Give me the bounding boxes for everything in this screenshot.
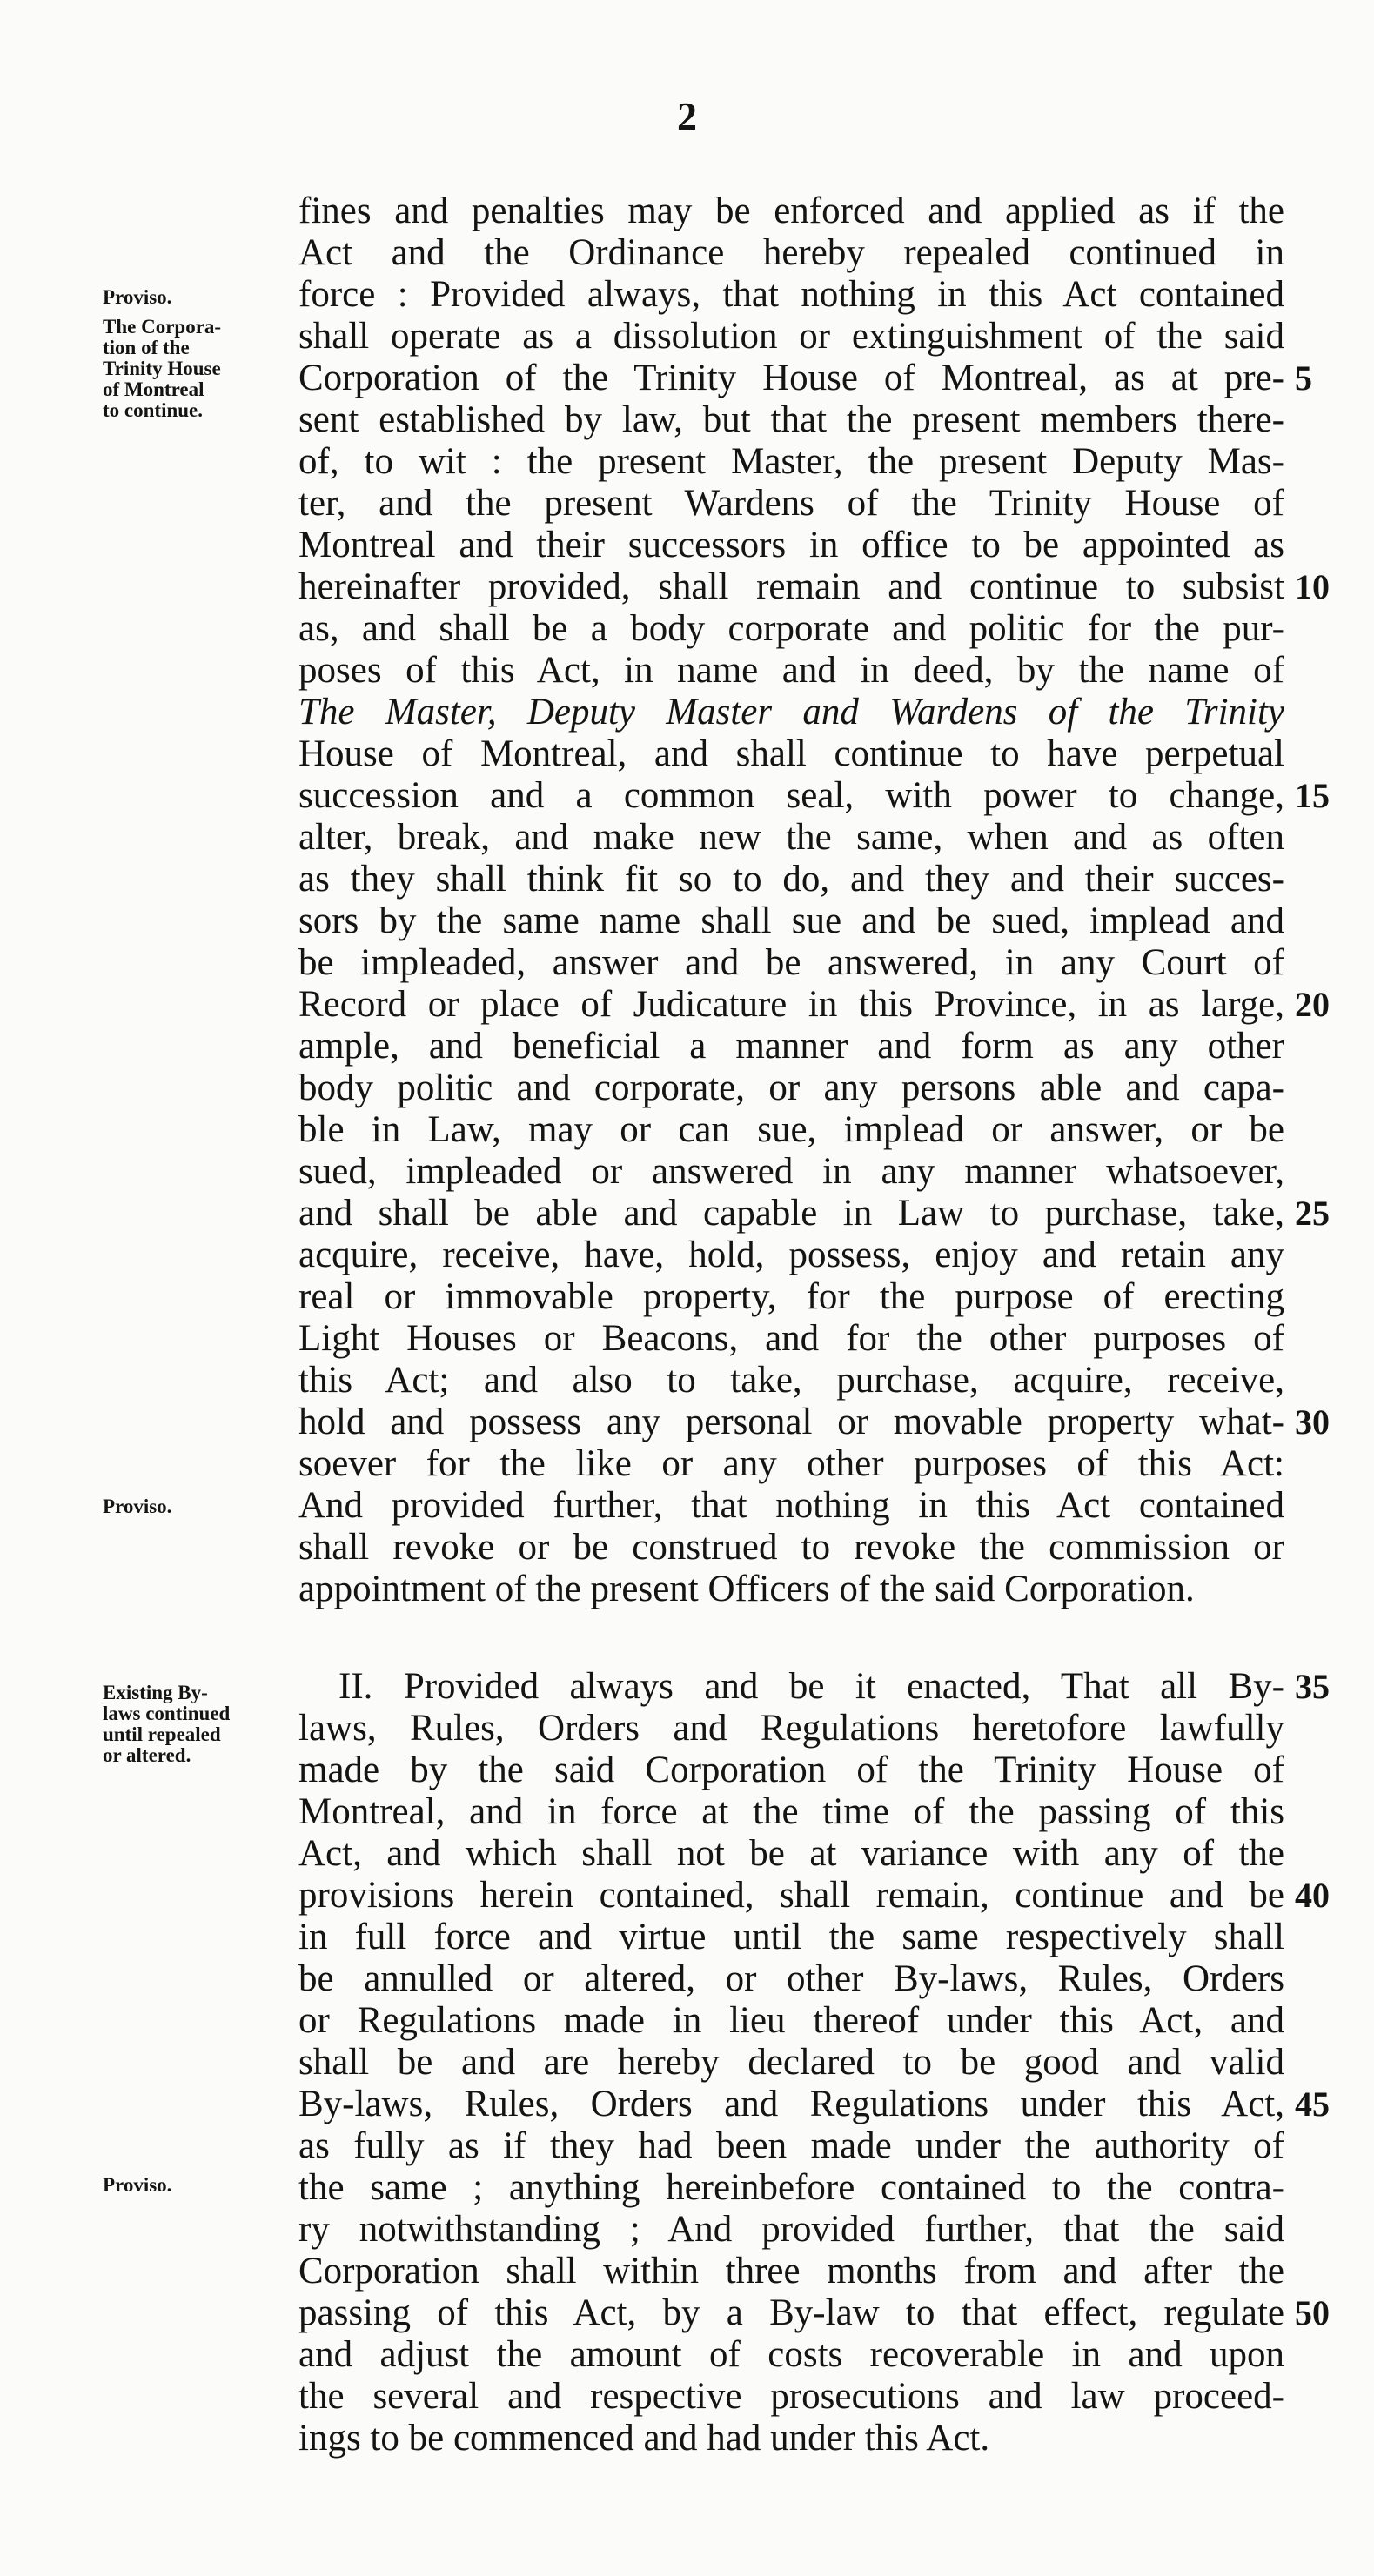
margin-note-proviso: Proviso. [103,2174,172,2196]
text-line: By-laws, Rules, Orders and Regulations under this Act, [298,2084,1284,2124]
text-line: laws, Rules, Orders and Regulations heretofore lawfully [298,1708,1284,1749]
text-line: Montreal, and in force at the time of the passing of this [298,1791,1284,1832]
line-number: 30 [1295,1402,1330,1442]
text-line: in full force and virtue until the same respectively shall [298,1917,1284,1957]
text-line: ble in Law, may or can sue, implead or answer, or be [298,1109,1284,1150]
text-line: made by the said Corporation of the Trinity House of [298,1750,1284,1790]
text-line: hold and possess any personal or movable property what- [298,1402,1284,1442]
text-line: the several and respective prosecutions and law proceed- [298,2376,1284,2417]
line-number: 10 [1295,567,1330,606]
text-line: and adjust the amount of costs recoverable in and upon [298,2334,1284,2375]
text-line: ings to be commenced and had under this Act. [298,2418,990,2459]
text-line: And provided further, that nothing in this Act contained [298,1485,1284,1526]
text-line: ample, and beneficial a manner and form as any other [298,1026,1284,1067]
text-line: Act and the Ordinance hereby repealed continued in [298,232,1284,273]
text-line: Light Houses or Beacons, and for the other purposes of [298,1318,1284,1359]
text-line: shall operate as a dissolution or extinguishment of the said [298,316,1284,357]
text-line: or Regulations made in lieu thereof under this Act, and [298,2000,1284,2041]
text-line: this Act; and also to take, purchase, acquire, receive, [298,1360,1284,1401]
text-line: succession and a common seal, with power to change, [298,775,1284,816]
text-line: alter, break, and make new the same, when and as often [298,817,1284,858]
margin-note-corporation-continue: The Corpora- tion of the Trinity House of Montreal to continue. [103,316,222,421]
line-number: 45 [1295,2084,1330,2124]
text-line: ry notwithstanding ; And provided further, that the said [298,2209,1284,2250]
text-line: Record or place of Judicature in this Province, in as large, [298,984,1284,1025]
line-number: 5 [1295,358,1312,398]
text-line: appointment of the present Officers of the said Corporation. [298,1569,1195,1609]
text-line: Corporation shall within three months from and after the [298,2251,1284,2292]
text-line: provisions herein contained, shall remain, continue and be [298,1875,1284,1916]
line-number: 15 [1295,776,1330,815]
text-line: real or immovable property, for the purpose of erecting [298,1276,1284,1317]
text-line: shall be and are hereby declared to be good and valid [298,2042,1284,2083]
text-line: ter, and the present Wardens of the Trinity House of [298,483,1284,524]
text-line: of, to wit : the present Master, the present Deputy Mas- [298,441,1284,482]
line-number: 40 [1295,1876,1330,1915]
text-line: fines and penalties may be enforced and applied as if the [298,191,1284,231]
margin-note-proviso: Proviso. [103,1495,172,1517]
line-number: 35 [1295,1667,1330,1706]
margin-note-proviso: Proviso. [103,286,172,308]
text-line: soever for the like or any other purposes of this Act: [298,1443,1284,1484]
text-line: body politic and corporate, or any persons able and capa- [298,1067,1284,1108]
text-line: and shall be able and capable in Law to purchase, take, [298,1193,1284,1234]
margin-note-existing-bylaws: Existing By- laws continued until repealed or altered. [103,1682,231,1766]
text-line: II. Provided always and be it enacted, That all By- [338,1666,1284,1707]
text-line: as, and shall be a body corporate and politic for the pur- [298,608,1284,649]
line-number: 25 [1295,1194,1330,1233]
text-line: be impleaded, answer and be answered, in any Court of [298,942,1284,983]
line-number: 50 [1295,2293,1330,2332]
text-line: sors by the same name shall sue and be sued, implead and [298,900,1284,941]
text-line: as they shall think fit so to do, and they and their succes- [298,859,1284,900]
text-line: as fully as if they had been made under the authority of [298,2125,1284,2166]
text-line: poses of this Act, in name and in deed, by the name of [298,650,1284,691]
text-line: The Master, Deputy Master and Wardens of the Trinity [298,692,1284,733]
text-line: force : Provided always, that nothing in this Act contained [298,274,1284,315]
text-line: be annulled or altered, or other By-laws, Rules, Orders [298,1958,1284,1999]
text-line: acquire, receive, have, hold, possess, enjoy and retain any [298,1234,1284,1275]
text-line: Corporation of the Trinity House of Montreal, as at pre- [298,358,1284,398]
text-line: shall revoke or be construed to revoke the commission or [298,1527,1284,1568]
line-number: 20 [1295,985,1330,1024]
text-line: Montreal and their successors in office to be appointed as [298,525,1284,565]
text-line: sued, impleaded or answered in any manner whatsoever, [298,1151,1284,1192]
text-line: the same ; anything hereinbefore contained to the contra- [298,2167,1284,2208]
text-line: House of Montreal, and shall continue to have perpetual [298,733,1284,774]
text-line: passing of this Act, by a By-law to that effect, regulate [298,2292,1284,2333]
text-line: sent established by law, but that the present members there- [298,399,1284,440]
page-number: 2 [677,94,697,138]
text-line: Act, and which shall not be at variance with any of the [298,1833,1284,1874]
text-line: hereinafter provided, shall remain and continue to subsist [298,566,1284,607]
